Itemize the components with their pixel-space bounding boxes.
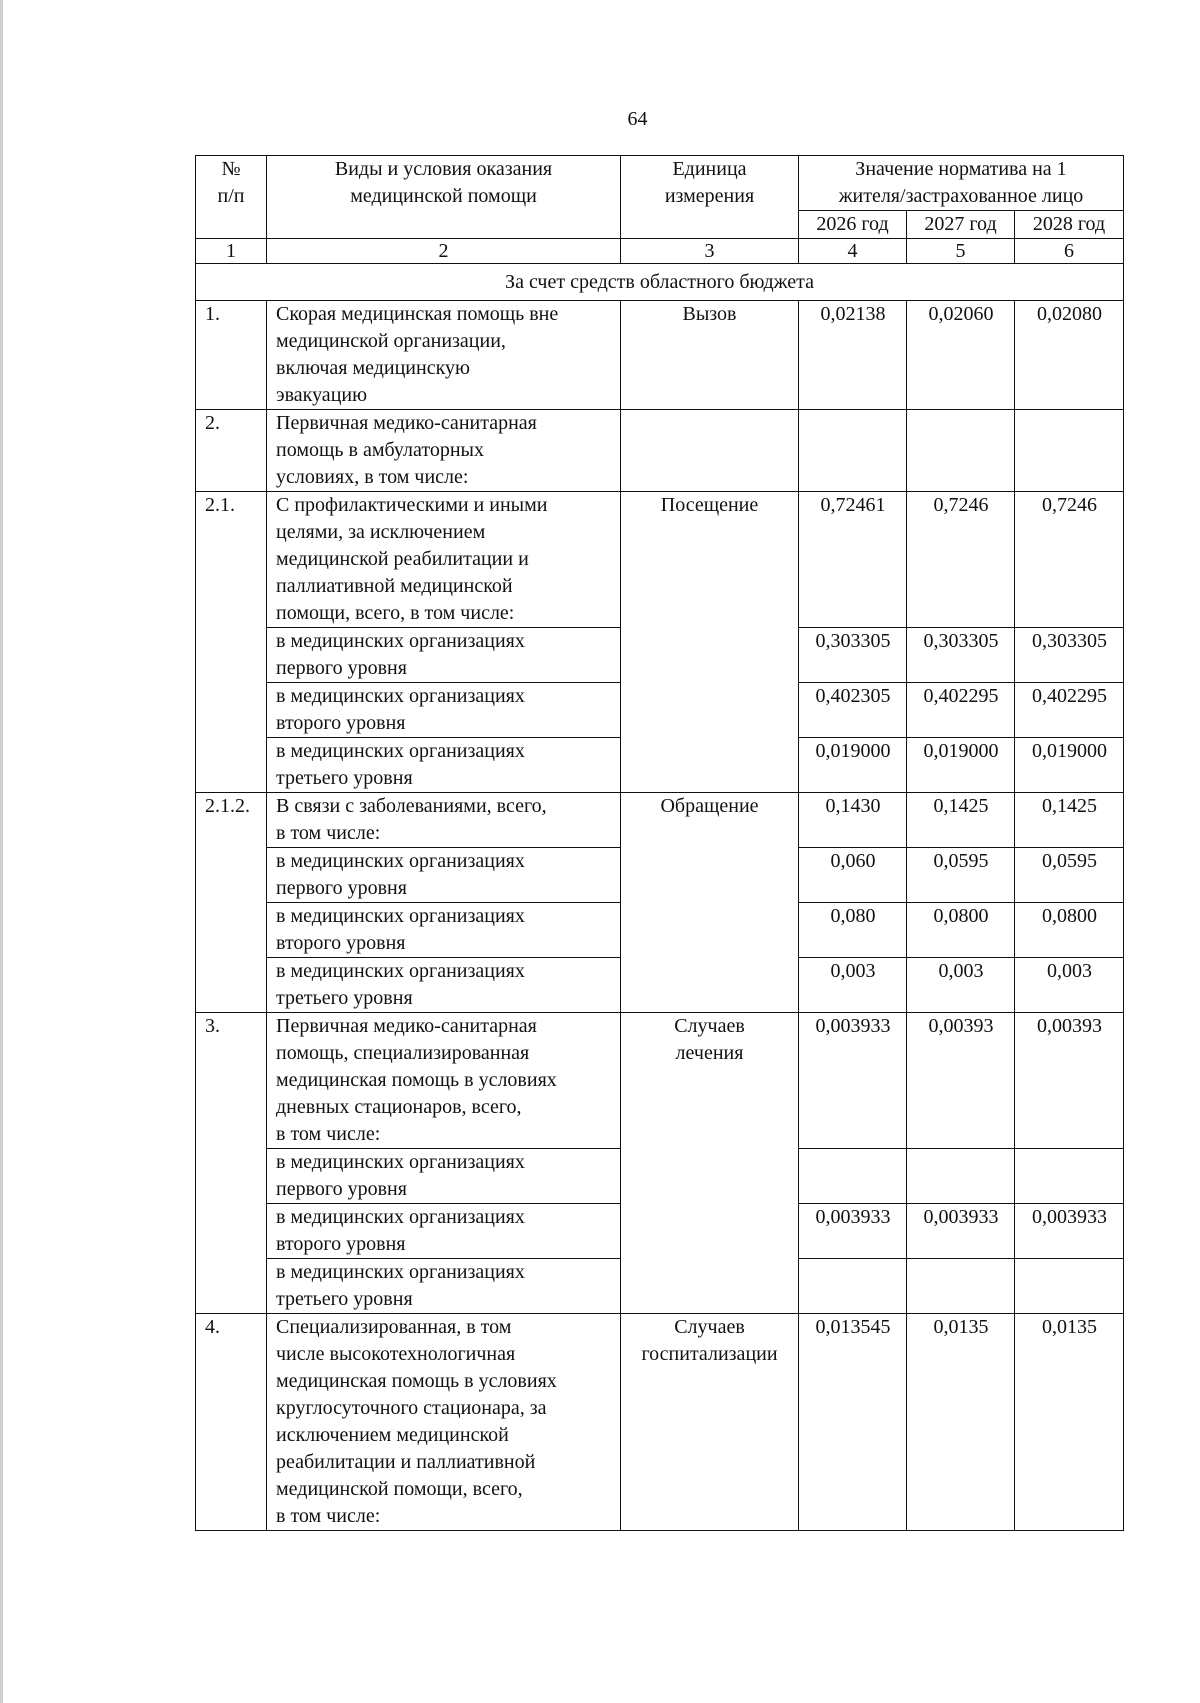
description-line: в том числе: <box>276 1505 381 1527</box>
header-row <box>196 156 1124 211</box>
year-2026: 2026 год <box>799 211 907 239</box>
unit-line: Вызов <box>682 303 737 325</box>
value-2026: 0,402305 <box>799 683 907 738</box>
description-line: первого уровня <box>276 1178 407 1200</box>
description-line: второго уровня <box>276 712 406 734</box>
value-2027: 0,0135 <box>907 1314 1015 1531</box>
description-line: Первичная медико-санитарная <box>276 412 537 434</box>
unit-line: Случаев <box>674 1316 745 1338</box>
description-line: в медицинских организациях <box>276 905 525 927</box>
header-unit: Единица измерения <box>621 156 799 239</box>
description-line: в медицинских организациях <box>276 850 525 872</box>
description-line: третьего уровня <box>276 767 413 789</box>
value-2028 <box>1015 410 1124 492</box>
row-number: 1. <box>196 301 267 410</box>
description-line: включая медицинскую <box>276 357 470 379</box>
value-2026: 0,019000 <box>799 738 907 793</box>
column-numbers-row <box>196 239 1124 264</box>
scan-edge <box>0 0 3 1703</box>
row-unit <box>621 1013 799 1314</box>
description-line: помощь в амбулаторных <box>276 439 484 461</box>
section-title: За счет средств областного бюджета <box>196 264 1124 301</box>
year-2027: 2027 год <box>907 211 1015 239</box>
column-number: 5 <box>907 239 1015 264</box>
description-line: исключением медицинской <box>276 1424 509 1446</box>
value-2027: 0,1425 <box>907 793 1015 848</box>
description-line: в медицинских организациях <box>276 1206 525 1228</box>
description-line: Скорая медицинская помощь вне <box>276 303 559 325</box>
value-2026: 0,080 <box>799 903 907 958</box>
description-line: первого уровня <box>276 877 407 899</box>
description-line: паллиативной медицинской <box>276 575 513 597</box>
description-line: в медицинских организациях <box>276 740 525 762</box>
description-line: числе высокотехнологичная <box>276 1343 516 1365</box>
description-line: помощи, всего, в том числе: <box>276 602 515 624</box>
value-2027 <box>907 1149 1015 1204</box>
description-line: третьего уровня <box>276 1288 413 1310</box>
row-unit <box>621 793 799 1013</box>
column-number: 1 <box>196 239 267 264</box>
value-2026: 0,72461 <box>799 492 907 628</box>
value-2028 <box>1015 1259 1124 1314</box>
value-2028: 0,003 <box>1015 958 1124 1013</box>
table-row <box>196 301 1124 410</box>
row-description <box>267 738 621 793</box>
value-2026: 0,303305 <box>799 628 907 683</box>
value-2026: 0,02138 <box>799 301 907 410</box>
unit-line: госпитализации <box>641 1343 778 1365</box>
description-line: эвакуацию <box>276 384 368 406</box>
row-description <box>267 1314 621 1531</box>
description-line: в медицинских организациях <box>276 630 525 652</box>
value-2026: 0,003933 <box>799 1204 907 1259</box>
value-2028: 0,0595 <box>1015 848 1124 903</box>
table-row <box>196 793 1124 848</box>
row-description <box>267 683 621 738</box>
description-line: помощь, специализированная <box>276 1042 530 1064</box>
value-2028: 0,00393 <box>1015 1013 1124 1149</box>
description-line: третьего уровня <box>276 987 413 1009</box>
description-line: медицинской реабилитации и <box>276 548 529 570</box>
description-line: в медицинских организациях <box>276 685 525 707</box>
section-row <box>196 264 1124 301</box>
value-2027: 0,303305 <box>907 628 1015 683</box>
description-line: в медицинских организациях <box>276 1261 525 1283</box>
row-description <box>267 1013 621 1149</box>
description-line: В связи с заболеваниями, всего, <box>276 795 547 817</box>
description-line: Специализированная, в том <box>276 1316 512 1338</box>
value-2028: 0,0135 <box>1015 1314 1124 1531</box>
value-2028: 0,02080 <box>1015 301 1124 410</box>
value-2028: 0,1425 <box>1015 793 1124 848</box>
column-number: 4 <box>799 239 907 264</box>
description-line: медицинской помощи, всего, <box>276 1478 523 1500</box>
value-2026: 0,1430 <box>799 793 907 848</box>
description-line: в медицинских организациях <box>276 960 525 982</box>
row-description <box>267 628 621 683</box>
norm-table <box>195 155 1124 1531</box>
column-number: 3 <box>621 239 799 264</box>
description-line: медицинская помощь в условиях <box>276 1069 557 1091</box>
row-description <box>267 958 621 1013</box>
header-value: Значение норматива на 1 жителя/застрахованное лицо <box>799 156 1124 211</box>
row-description <box>267 1259 621 1314</box>
row-unit <box>621 492 799 793</box>
value-2026 <box>799 1149 907 1204</box>
description-line: Первичная медико-санитарная <box>276 1015 537 1037</box>
row-unit <box>621 1314 799 1531</box>
header-num: № п/п <box>196 156 267 239</box>
value-2028: 0,402295 <box>1015 683 1124 738</box>
value-2027: 0,7246 <box>907 492 1015 628</box>
description-line: С профилактическими и иными <box>276 494 548 516</box>
row-number: 4. <box>196 1314 267 1531</box>
row-description <box>267 1204 621 1259</box>
description-line: в том числе: <box>276 822 381 844</box>
row-description <box>267 848 621 903</box>
unit-line: Обращение <box>660 795 759 817</box>
value-2028: 0,0800 <box>1015 903 1124 958</box>
row-description <box>267 410 621 492</box>
value-2027 <box>907 1259 1015 1314</box>
value-2027: 0,003 <box>907 958 1015 1013</box>
unit-line: Посещение <box>660 494 759 516</box>
column-number: 6 <box>1015 239 1124 264</box>
page-number: 64 <box>627 108 648 130</box>
value-2028: 0,003933 <box>1015 1204 1124 1259</box>
row-unit <box>621 410 799 492</box>
value-2026: 0,003933 <box>799 1013 907 1149</box>
description-line: круглосуточного стационара, за <box>276 1397 547 1419</box>
unit-line: лечения <box>675 1042 744 1064</box>
description-line: в медицинских организациях <box>276 1151 525 1173</box>
row-number: 2.1.2. <box>196 793 267 1013</box>
description-line: первого уровня <box>276 657 407 679</box>
row-description <box>267 793 621 848</box>
value-2026 <box>799 410 907 492</box>
description-line: в том числе: <box>276 1123 381 1145</box>
year-2028: 2028 год <box>1015 211 1124 239</box>
value-2027: 0,02060 <box>907 301 1015 410</box>
value-2026: 0,060 <box>799 848 907 903</box>
value-2028: 0,019000 <box>1015 738 1124 793</box>
value-2027: 0,0595 <box>907 848 1015 903</box>
description-line: целями, за исключением <box>276 521 486 543</box>
row-number: 2.1. <box>196 492 267 793</box>
row-number: 2. <box>196 410 267 492</box>
description-line: условиях, в том числе: <box>276 466 469 488</box>
value-2027: 0,402295 <box>907 683 1015 738</box>
value-2028: 0,303305 <box>1015 628 1124 683</box>
row-unit <box>621 301 799 410</box>
row-description <box>267 301 621 410</box>
unit-line: Случаев <box>674 1015 745 1037</box>
row-description <box>267 1149 621 1204</box>
value-2027: 0,019000 <box>907 738 1015 793</box>
value-2027: 0,003933 <box>907 1204 1015 1259</box>
description-line: второго уровня <box>276 1233 406 1255</box>
value-2027: 0,00393 <box>907 1013 1015 1149</box>
description-line: медицинской организации, <box>276 330 506 352</box>
table-row <box>196 1013 1124 1149</box>
description-line: дневных стационаров, всего, <box>276 1096 522 1118</box>
value-2026: 0,003 <box>799 958 907 1013</box>
row-description <box>267 903 621 958</box>
row-description <box>267 492 621 628</box>
value-2026 <box>799 1259 907 1314</box>
column-number: 2 <box>267 239 621 264</box>
description-line: второго уровня <box>276 932 406 954</box>
value-2026: 0,013545 <box>799 1314 907 1531</box>
value-2028: 0,7246 <box>1015 492 1124 628</box>
description-line: медицинская помощь в условиях <box>276 1370 557 1392</box>
row-number: 3. <box>196 1013 267 1314</box>
table-row <box>196 1314 1124 1531</box>
table-row <box>196 492 1124 628</box>
value-2028 <box>1015 1149 1124 1204</box>
value-2027 <box>907 410 1015 492</box>
value-2027: 0,0800 <box>907 903 1015 958</box>
description-line: реабилитации и паллиативной <box>276 1451 536 1473</box>
table-row <box>196 410 1124 492</box>
header-type: Виды и условия оказания медицинской помощи <box>267 156 621 239</box>
